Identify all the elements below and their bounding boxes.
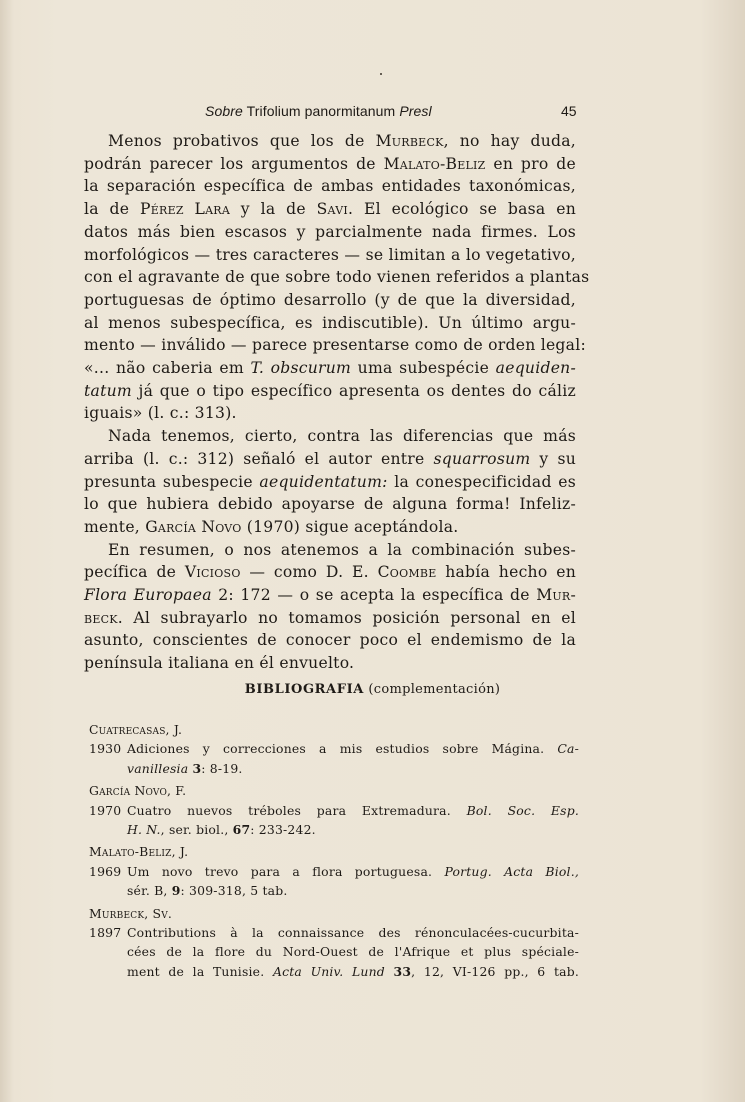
text-line: Nada tenemos, cierto, contra las diferencias que más bbox=[108, 427, 576, 446]
text-line: beck. Al subrayarlo no tomamos posición personal en el bbox=[84, 608, 576, 627]
text-line: tatum já que o tipo específico apresenta os dentes do cáliz bbox=[84, 381, 576, 400]
paragraph-1 bbox=[84, 130, 590, 425]
text-line: la separación específica de ambas entidades taxonómicas, bbox=[84, 177, 576, 196]
bib-year: 1897 bbox=[89, 925, 122, 941]
bib-entry bbox=[89, 801, 579, 840]
text-line: mente, García Novo (1970) sigue aceptándola. bbox=[84, 517, 459, 536]
bib-citation: Cuatro nuevos tréboles para Extremadura. Bol. Soc. Esp. H. N., ser. biol., 67: 233-242. bbox=[127, 802, 579, 838]
text-line: presunta subespecie aequidentatum: la conespecificidad es bbox=[84, 472, 576, 491]
text-line: península italiana en él envuelto. bbox=[84, 654, 355, 673]
bib-year: 1969 bbox=[89, 863, 122, 879]
text-line: En resumen, o nos atenemos a la combinación subes- bbox=[108, 540, 576, 559]
body-text bbox=[84, 130, 590, 675]
paragraph-2 bbox=[84, 425, 576, 539]
text-line: portuguesas de óptimo desarrollo (y de que la diversidad, bbox=[84, 290, 576, 309]
bib-entry bbox=[89, 923, 579, 981]
page-number: 45 bbox=[561, 103, 577, 119]
text-line: «... não caberia em T. obscurum uma subespécie aequiden- bbox=[84, 359, 576, 378]
bib-entry bbox=[89, 862, 579, 901]
text-line: al menos subespecífica, es indiscutible). Un último argu- bbox=[84, 313, 576, 332]
text-line: asunto, conscientes de conocer poco el endemismo de la bbox=[84, 631, 576, 650]
running-head bbox=[0, 103, 745, 123]
bib-author: Cuatrecasas, J. bbox=[89, 722, 183, 737]
text-line: Flora Europaea 2: 172 — o se acepta la específica de Mur- bbox=[84, 586, 576, 605]
text-line: iguais» (l. c.: 313). bbox=[84, 404, 237, 423]
text-line: la de Pérez Lara y la de Savi. El ecológico se basa en bbox=[84, 200, 576, 219]
running-title: Sobre Trifolium panormitanum Presl bbox=[205, 103, 432, 119]
text-line: datos más bien escasos y parcialmente nada firmes. Los bbox=[84, 222, 576, 241]
bib-citation: Adiciones y correcciones a mis estudios sobre Mágina. Ca- vanillesia 3: 8-19. bbox=[127, 741, 579, 776]
bib-citation: Um novo trevo para a flora portuguesa. Portug. Acta Biol., sér. B, 9: 309-318, 5 tab. bbox=[127, 863, 579, 899]
bib-author: Malato-Beliz, J. bbox=[89, 844, 189, 860]
text-line: con el agravante de que sobre todo vienen referidos a plantas bbox=[84, 268, 590, 287]
text-line: lo que hubiera debido apoyarse de alguna forma! Infeliz- bbox=[84, 495, 576, 514]
text-line: pecífica de Vicioso — como D. E. Coombe había hecho en bbox=[84, 563, 576, 582]
bib-entry bbox=[89, 739, 579, 778]
bib-year: 1930 bbox=[89, 741, 122, 757]
bib-year: 1970 bbox=[89, 802, 122, 818]
text-line: morfológicos — tres caracteres — se limitan a lo vegetativo, bbox=[84, 245, 576, 264]
paragraph-3 bbox=[84, 539, 576, 675]
bibliography-list bbox=[89, 720, 579, 984]
bib-citation: Contributions à la connaissance des rénonculacées-cucurbita- cées de la flore du Nord-Ouest de l'Afrique et plus spéciale- ment de la Tunisie. Acta Univ. Lund 33, 12, VI-126 pp., 6 tab. bbox=[127, 925, 580, 979]
bibliography-heading: BIBLIOGRAFIA (complementación) bbox=[244, 682, 501, 697]
bib-author: García Novo, F. bbox=[89, 783, 187, 799]
text-line: podrán parecer los argumentos de Malato-Beliz en pro de bbox=[84, 154, 576, 173]
bib-author: Murbeck, Sv. bbox=[89, 905, 173, 921]
text-line: arriba (l. c.: 312) señaló el autor entre squarrosum y su bbox=[84, 449, 576, 468]
page-speck bbox=[380, 73, 382, 75]
text-line: mento — inválido — parece presentarse como de orden legal: bbox=[84, 336, 586, 355]
text-line: Menos probativos que los de Murbeck, no hay duda, bbox=[108, 132, 577, 150]
